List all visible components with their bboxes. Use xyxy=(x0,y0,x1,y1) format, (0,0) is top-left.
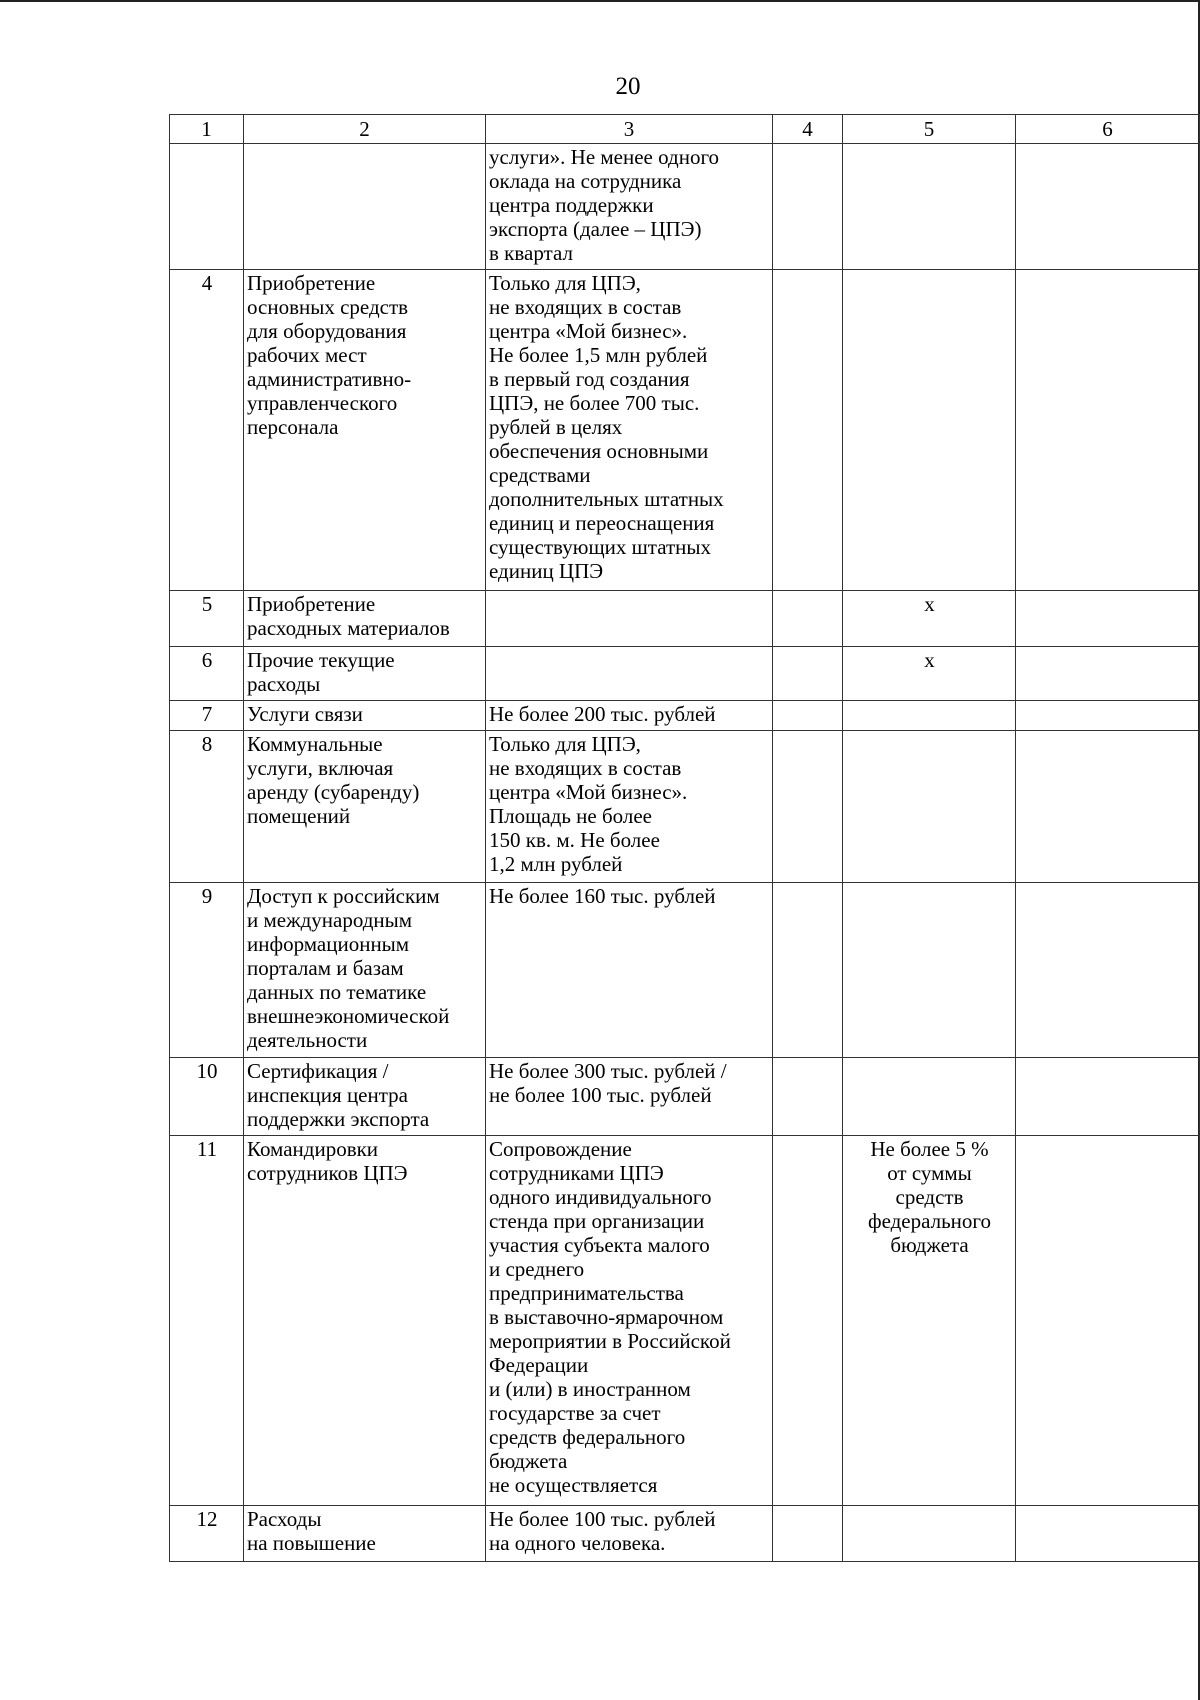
column-4-cell xyxy=(773,731,843,883)
condition-cell: Сопровождение сотрудниками ЦПЭ одного индивидуального стенда при организации участия субъекта малого и среднего предпринимательства в выставочно-ярмарочном мероприятии в Российской Федерации и (или) в иностранном государстве за счет средств федерального бюджета не осуществляется xyxy=(486,1136,773,1506)
row-number-cell: 11 xyxy=(170,1136,244,1506)
column-5-cell: х xyxy=(843,591,1016,647)
expense-type-cell: Доступ к российским и международным информационным порталам и базам данных по тематике внешнеэкономической деятельности xyxy=(244,883,486,1058)
column-4-cell xyxy=(773,1506,843,1562)
condition-cell xyxy=(486,647,773,701)
expense-type-cell: Сертификация / инспекция центра поддержки экспорта xyxy=(244,1058,486,1136)
row-number-cell xyxy=(170,144,244,270)
table-row xyxy=(170,270,1200,591)
table-row xyxy=(170,1506,1200,1562)
column-header: 4 xyxy=(773,115,843,144)
column-5-cell xyxy=(843,144,1016,270)
row-number-cell: 8 xyxy=(170,731,244,883)
expense-type-cell: Приобретение расходных материалов xyxy=(244,591,486,647)
column-6-cell xyxy=(1016,883,1200,1058)
column-5-cell xyxy=(843,883,1016,1058)
column-4-cell xyxy=(773,1058,843,1136)
column-4-cell xyxy=(773,647,843,701)
table-row xyxy=(170,1058,1200,1136)
column-4-cell xyxy=(773,701,843,731)
expense-type-cell xyxy=(244,144,486,270)
column-5-cell: Не более 5 % от суммы средств федерального бюджета xyxy=(843,1136,1016,1506)
column-header: 6 xyxy=(1016,115,1200,144)
row-number-cell: 4 xyxy=(170,270,244,591)
column-6-cell xyxy=(1016,701,1200,731)
condition-cell: Не более 300 тыс. рублей / не более 100 тыс. рублей xyxy=(486,1058,773,1136)
expense-type-cell: Услуги связи xyxy=(244,701,486,731)
table-row xyxy=(170,883,1200,1058)
expenses-table xyxy=(169,114,1200,1562)
column-6-cell xyxy=(1016,1136,1200,1506)
column-6-cell xyxy=(1016,1506,1200,1562)
row-number-cell: 9 xyxy=(170,883,244,1058)
condition-cell: Не более 160 тыс. рублей xyxy=(486,883,773,1058)
table-header-row xyxy=(170,115,1200,144)
table-row xyxy=(170,144,1200,270)
column-5-cell xyxy=(843,701,1016,731)
column-header: 3 xyxy=(486,115,773,144)
table-row xyxy=(170,647,1200,701)
row-number-cell: 5 xyxy=(170,591,244,647)
condition-cell: Не более 100 тыс. рублей на одного человека. xyxy=(486,1506,773,1562)
condition-cell: Только для ЦПЭ, не входящих в состав центра «Мой бизнес». Не более 1,5 млн рублей в первый год создания ЦПЭ, не более 700 тыс. рублей в целях обеспечения основными средствами дополнительных штатных единиц и переоснащения существующих штатных единиц ЦПЭ xyxy=(486,270,773,591)
condition-cell: Только для ЦПЭ, не входящих в состав центра «Мой бизнес». Площадь не более 150 кв. м. Не более 1,2 млн рублей xyxy=(486,731,773,883)
table-row xyxy=(170,1136,1200,1506)
column-6-cell xyxy=(1016,731,1200,883)
column-5-cell xyxy=(843,270,1016,591)
column-6-cell xyxy=(1016,270,1200,591)
column-6-cell xyxy=(1016,647,1200,701)
page-number: 20 xyxy=(615,73,641,100)
row-number-cell: 6 xyxy=(170,647,244,701)
column-header: 2 xyxy=(244,115,486,144)
column-4-cell xyxy=(773,1136,843,1506)
column-5-cell xyxy=(843,1506,1016,1562)
expense-type-cell: Прочие текущие расходы xyxy=(244,647,486,701)
expense-type-cell: Приобретение основных средств для оборудования рабочих мест административно- управленческого персонала xyxy=(244,270,486,591)
scan-border-top xyxy=(0,0,1200,2)
row-number-cell: 7 xyxy=(170,701,244,731)
row-number-cell: 10 xyxy=(170,1058,244,1136)
expense-type-cell: Командировки сотрудников ЦПЭ xyxy=(244,1136,486,1506)
column-5-cell xyxy=(843,1058,1016,1136)
row-number-cell: 12 xyxy=(170,1506,244,1562)
column-4-cell xyxy=(773,144,843,270)
column-6-cell xyxy=(1016,1058,1200,1136)
expense-type-cell: Расходы на повышение xyxy=(244,1506,486,1562)
expense-type-cell: Коммунальные услуги, включая аренду (субаренду) помещений xyxy=(244,731,486,883)
column-5-cell: х xyxy=(843,647,1016,701)
column-6-cell xyxy=(1016,144,1200,270)
column-header: 1 xyxy=(170,115,244,144)
column-5-cell xyxy=(843,731,1016,883)
column-4-cell xyxy=(773,591,843,647)
condition-cell xyxy=(486,591,773,647)
table-row xyxy=(170,701,1200,731)
table-row xyxy=(170,731,1200,883)
column-4-cell xyxy=(773,883,843,1058)
column-header: 5 xyxy=(843,115,1016,144)
column-6-cell xyxy=(1016,591,1200,647)
column-4-cell xyxy=(773,270,843,591)
condition-cell: услуги». Не менее одного оклада на сотрудника центра поддержки экспорта (далее – ЦПЭ) в квартал xyxy=(486,144,773,270)
condition-cell: Не более 200 тыс. рублей xyxy=(486,701,773,731)
table-row xyxy=(170,591,1200,647)
